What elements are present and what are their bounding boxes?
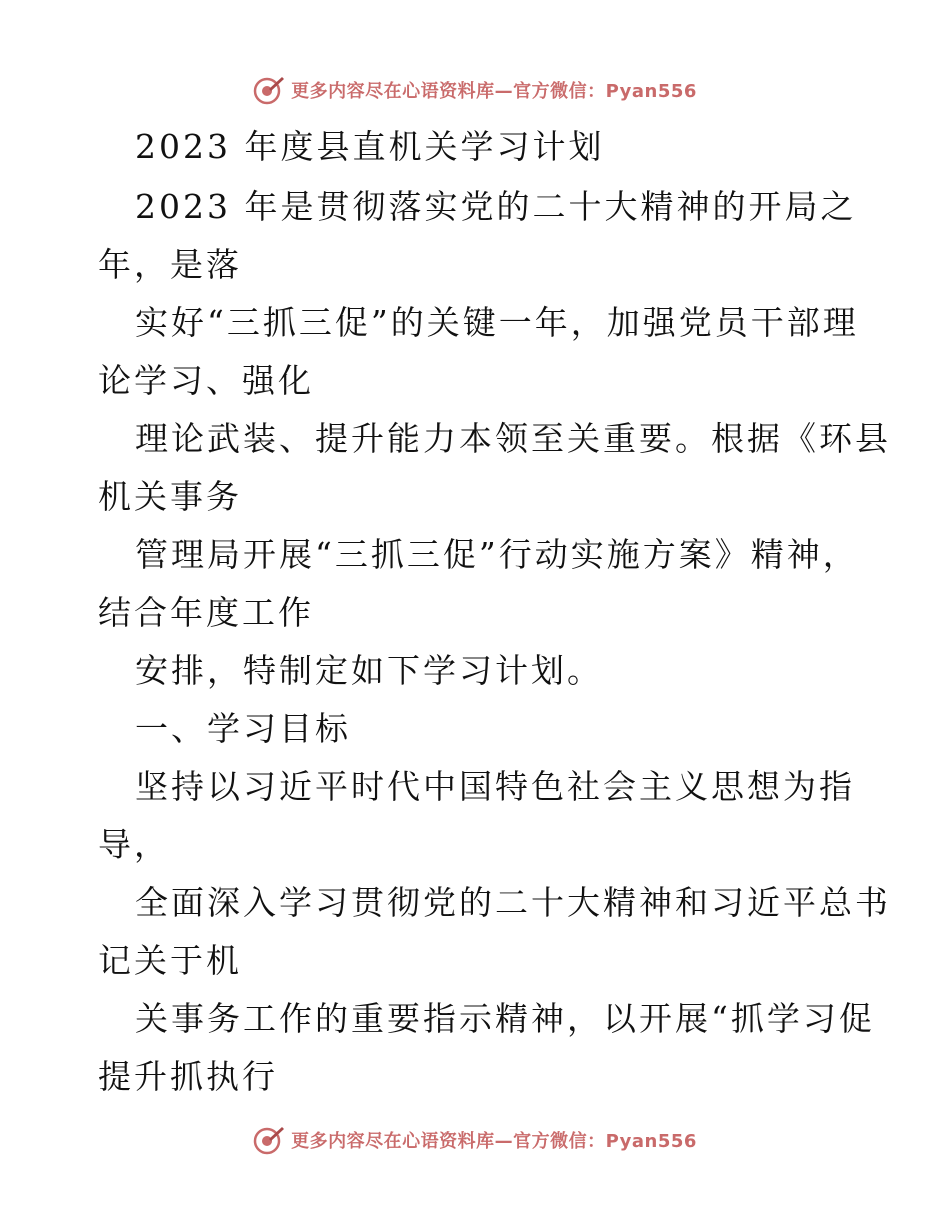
- paragraph-line: 结合年度工作: [98, 593, 314, 632]
- paragraph-line: 机关事务: [98, 477, 242, 516]
- section-heading: 一、学习目标: [135, 709, 351, 748]
- paragraph-line: 安排，特制定如下学习计划。: [135, 651, 603, 690]
- paragraph-line: 导，: [98, 825, 170, 864]
- paragraph-line: 实好“三抓三促”的关键一年，加强党员干部理: [135, 303, 859, 342]
- paragraph-line: 记关于机: [98, 941, 242, 980]
- watermark-footer: [0, 1120, 950, 1160]
- paragraph-line: 提升抓执行: [98, 1057, 278, 1096]
- pen-seal-icon: [253, 1124, 285, 1156]
- pen-seal-icon: [253, 74, 285, 106]
- watermark-text: 更多内容尽在心语资料库—官方微信：Pyan556: [291, 81, 697, 102]
- paragraph-line: 全面深入学习贯彻党的二十大精神和习近平总书: [135, 883, 891, 922]
- paragraph-line: 2023 年是贯彻落实党的二十大精神的开局之: [135, 187, 857, 226]
- paragraph-line: 理论武装、提升能力本领至关重要。根据《环县: [135, 419, 891, 458]
- watermark-header: [0, 70, 950, 110]
- paragraph-line: 论学习、强化: [98, 361, 314, 400]
- document-title: 2023 年度县直机关学习计划: [135, 127, 605, 166]
- paragraph-line: 管理局开展“三抓三促”行动实施方案》精神，: [135, 535, 859, 574]
- paragraph-line: 关事务工作的重要指示精神，以开展“抓学习促: [135, 999, 875, 1038]
- watermark-text: 更多内容尽在心语资料库—官方微信：Pyan556: [291, 1131, 697, 1152]
- paragraph-line: 坚持以习近平时代中国特色社会主义思想为指: [135, 767, 855, 806]
- paragraph-line: 年，是落: [98, 245, 242, 284]
